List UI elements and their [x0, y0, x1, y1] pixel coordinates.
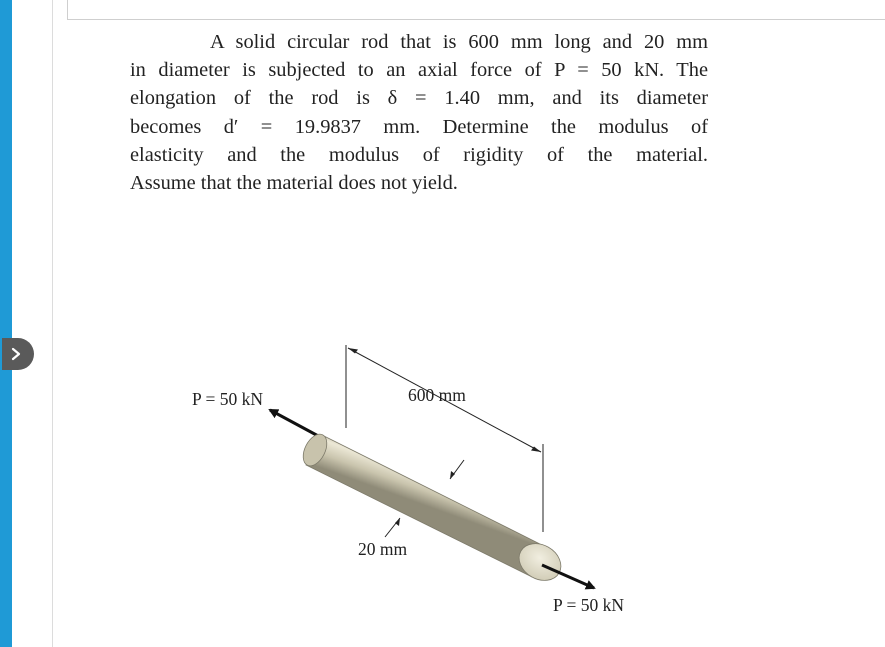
problem-line: becomes d′ = 19.9837 mm. Determine the modulus of — [130, 115, 708, 138]
force-label-right: P = 50 kN — [553, 595, 624, 615]
force-arrow-left — [270, 410, 322, 438]
problem-line: elongation of the rod is δ = 1.40 mm, and its diameter — [130, 87, 708, 110]
problem-line: Assume that the material does not yield. — [130, 172, 458, 195]
diameter-label: 20 mm — [358, 539, 408, 559]
problem-line: A solid circular rod that is 600 mm long and 20 mm — [210, 31, 708, 53]
problem-line: elasticity and the modulus of rigidity of the material. — [130, 143, 708, 166]
force-label-left: P = 50 kN — [192, 389, 263, 409]
problem-line: in diameter is subjected to an axial force of P = 50 kN. The — [130, 59, 708, 82]
rod-body — [298, 430, 567, 587]
length-label: 600 mm — [408, 385, 466, 405]
